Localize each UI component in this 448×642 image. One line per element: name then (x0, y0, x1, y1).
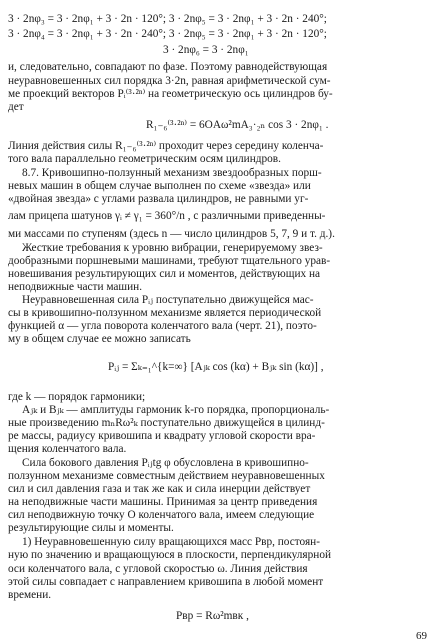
text-line: дет (8, 101, 24, 113)
text-line: лам прицепа шатунов γᵢ ≠ γ₁ = 360°/n , с различными приведенны- (8, 210, 326, 222)
text-line: и, следовательно, совпадают по фазе. Поэтому равнодействующая (8, 61, 328, 73)
text-line: Сила бокового давления Pᵢⱼtg φ обусловлена в кривошипно- (22, 457, 309, 469)
text-line: ные произведению mₙRω²ₖ поступательно движущейся в цилинд- (8, 417, 325, 429)
text-line: ползунном механизме совместным действием неуравновешенных (8, 470, 325, 482)
text-line: того вала параллельно геометрическим осям цилиндров. (8, 153, 281, 165)
text-line: Pвр = Rω²mвк , (176, 610, 249, 622)
text-line: новешивания результирующих сил и моментов, действующих на (8, 268, 321, 280)
text-line: Неуравновешенная сила Pᵢⱼ поступательно движущейся мас- (22, 294, 314, 306)
text-line: невых машин в общем случае выполнен по схеме «звезда» или (8, 180, 311, 192)
text-line: 3 · 2nφ₃ = 3 · 2nφ₁ + 3 · 2n · 120°; 3 · 2nφ₅ = 3 · 2nφ₁ + 3 · 2n · 240°; (8, 13, 327, 25)
text-line: сы в кривошипно-ползунном механизме является периодической (8, 307, 322, 319)
text-line: оси коленчатого вала, с угловой скоростью ω. Линия действия (8, 563, 308, 575)
text-line: сил неподвижную точку O коленчатого вала, имеем следующие (8, 509, 315, 521)
text-line: ме проекций векторов Pᵢ⁽³·²ⁿ⁾ на геометрическую ось цилиндров бу- (8, 88, 333, 100)
text-line: 3 · 2nφ₆ = 3 · 2nφ₁ (163, 44, 249, 56)
text-line: сил и сил давления газа и так же как и сила инерции действует (8, 483, 311, 495)
text-line: Линия действия силы R₁₋₆⁽³·²ⁿ⁾ проходит через середину коленча- (8, 140, 324, 152)
text-line: му в общем случае ее можно записать (8, 333, 191, 345)
page-number: 69 (416, 630, 427, 642)
text-line: неуравновешенных сил порядка 3·2n, равная арифметической сум- (8, 75, 331, 87)
text-line: щения коленчатого вала. (8, 443, 127, 455)
text-line: ре массы, радиусу кривошипа и квадрату угловой скорости вра- (8, 430, 316, 442)
text-line: этой силы совпадает с направлением кривошипа в любой момент (8, 576, 324, 588)
text-line: 1) Неуравновешенную силу вращающихся масс Pвр, постоян- (22, 536, 320, 548)
text-line: «двойная звезда» с углами развала цилиндров, не равными уг- (8, 193, 309, 205)
text-line: функцией α — угла поворота коленчатого вала (черт. 21), поэто- (8, 320, 317, 332)
text-line: Pᵢⱼ = Σₖ₌₁^{k=∞} [Aⱼₖ cos (kα) + Bⱼₖ sin (kα)] , (108, 361, 324, 373)
text-line: результирующие силы и моменты. (8, 522, 174, 534)
text-line: на неподвижные части машины. Принимая за центр приведения (8, 496, 318, 508)
text-line: ми массами по ступеням (здесь n — число цилиндров 5, 7, 9 и т. д.). (8, 228, 335, 240)
text-line: 3 · 2nφ₄ = 3 · 2nφ₁ + 3 · 2n · 240°; 3 · 2nφ₅ = 3 · 2nφ₁ + 3 · 2n · 120°; (8, 28, 327, 40)
text-line: неподвижные части машин. (8, 281, 143, 293)
text-line: дообразными поршневыми машинами, требуют тщательного урав- (8, 255, 331, 267)
text-line: 8.7. Кривошипно-ползунный механизм звездообразных порш- (22, 167, 322, 179)
text-line: ную по значению и вращающуюся в плоскости, перпендикулярной (8, 549, 332, 561)
text-line: Aⱼₖ и Bⱼₖ — амплитуды гармоник k-го порядка, пропорциональ- (22, 404, 330, 416)
text-line: где k — порядок гармоники; (8, 391, 146, 403)
text-line: R₁₋₆⁽³·²ⁿ⁾ = 6OAω²mA₃·₂ₙ cos 3 · 2nφ₁ . (146, 119, 329, 131)
text-line: Жесткие требования к уровню вибрации, генерируемому звез- (22, 242, 323, 254)
text-line: времени. (8, 589, 52, 601)
